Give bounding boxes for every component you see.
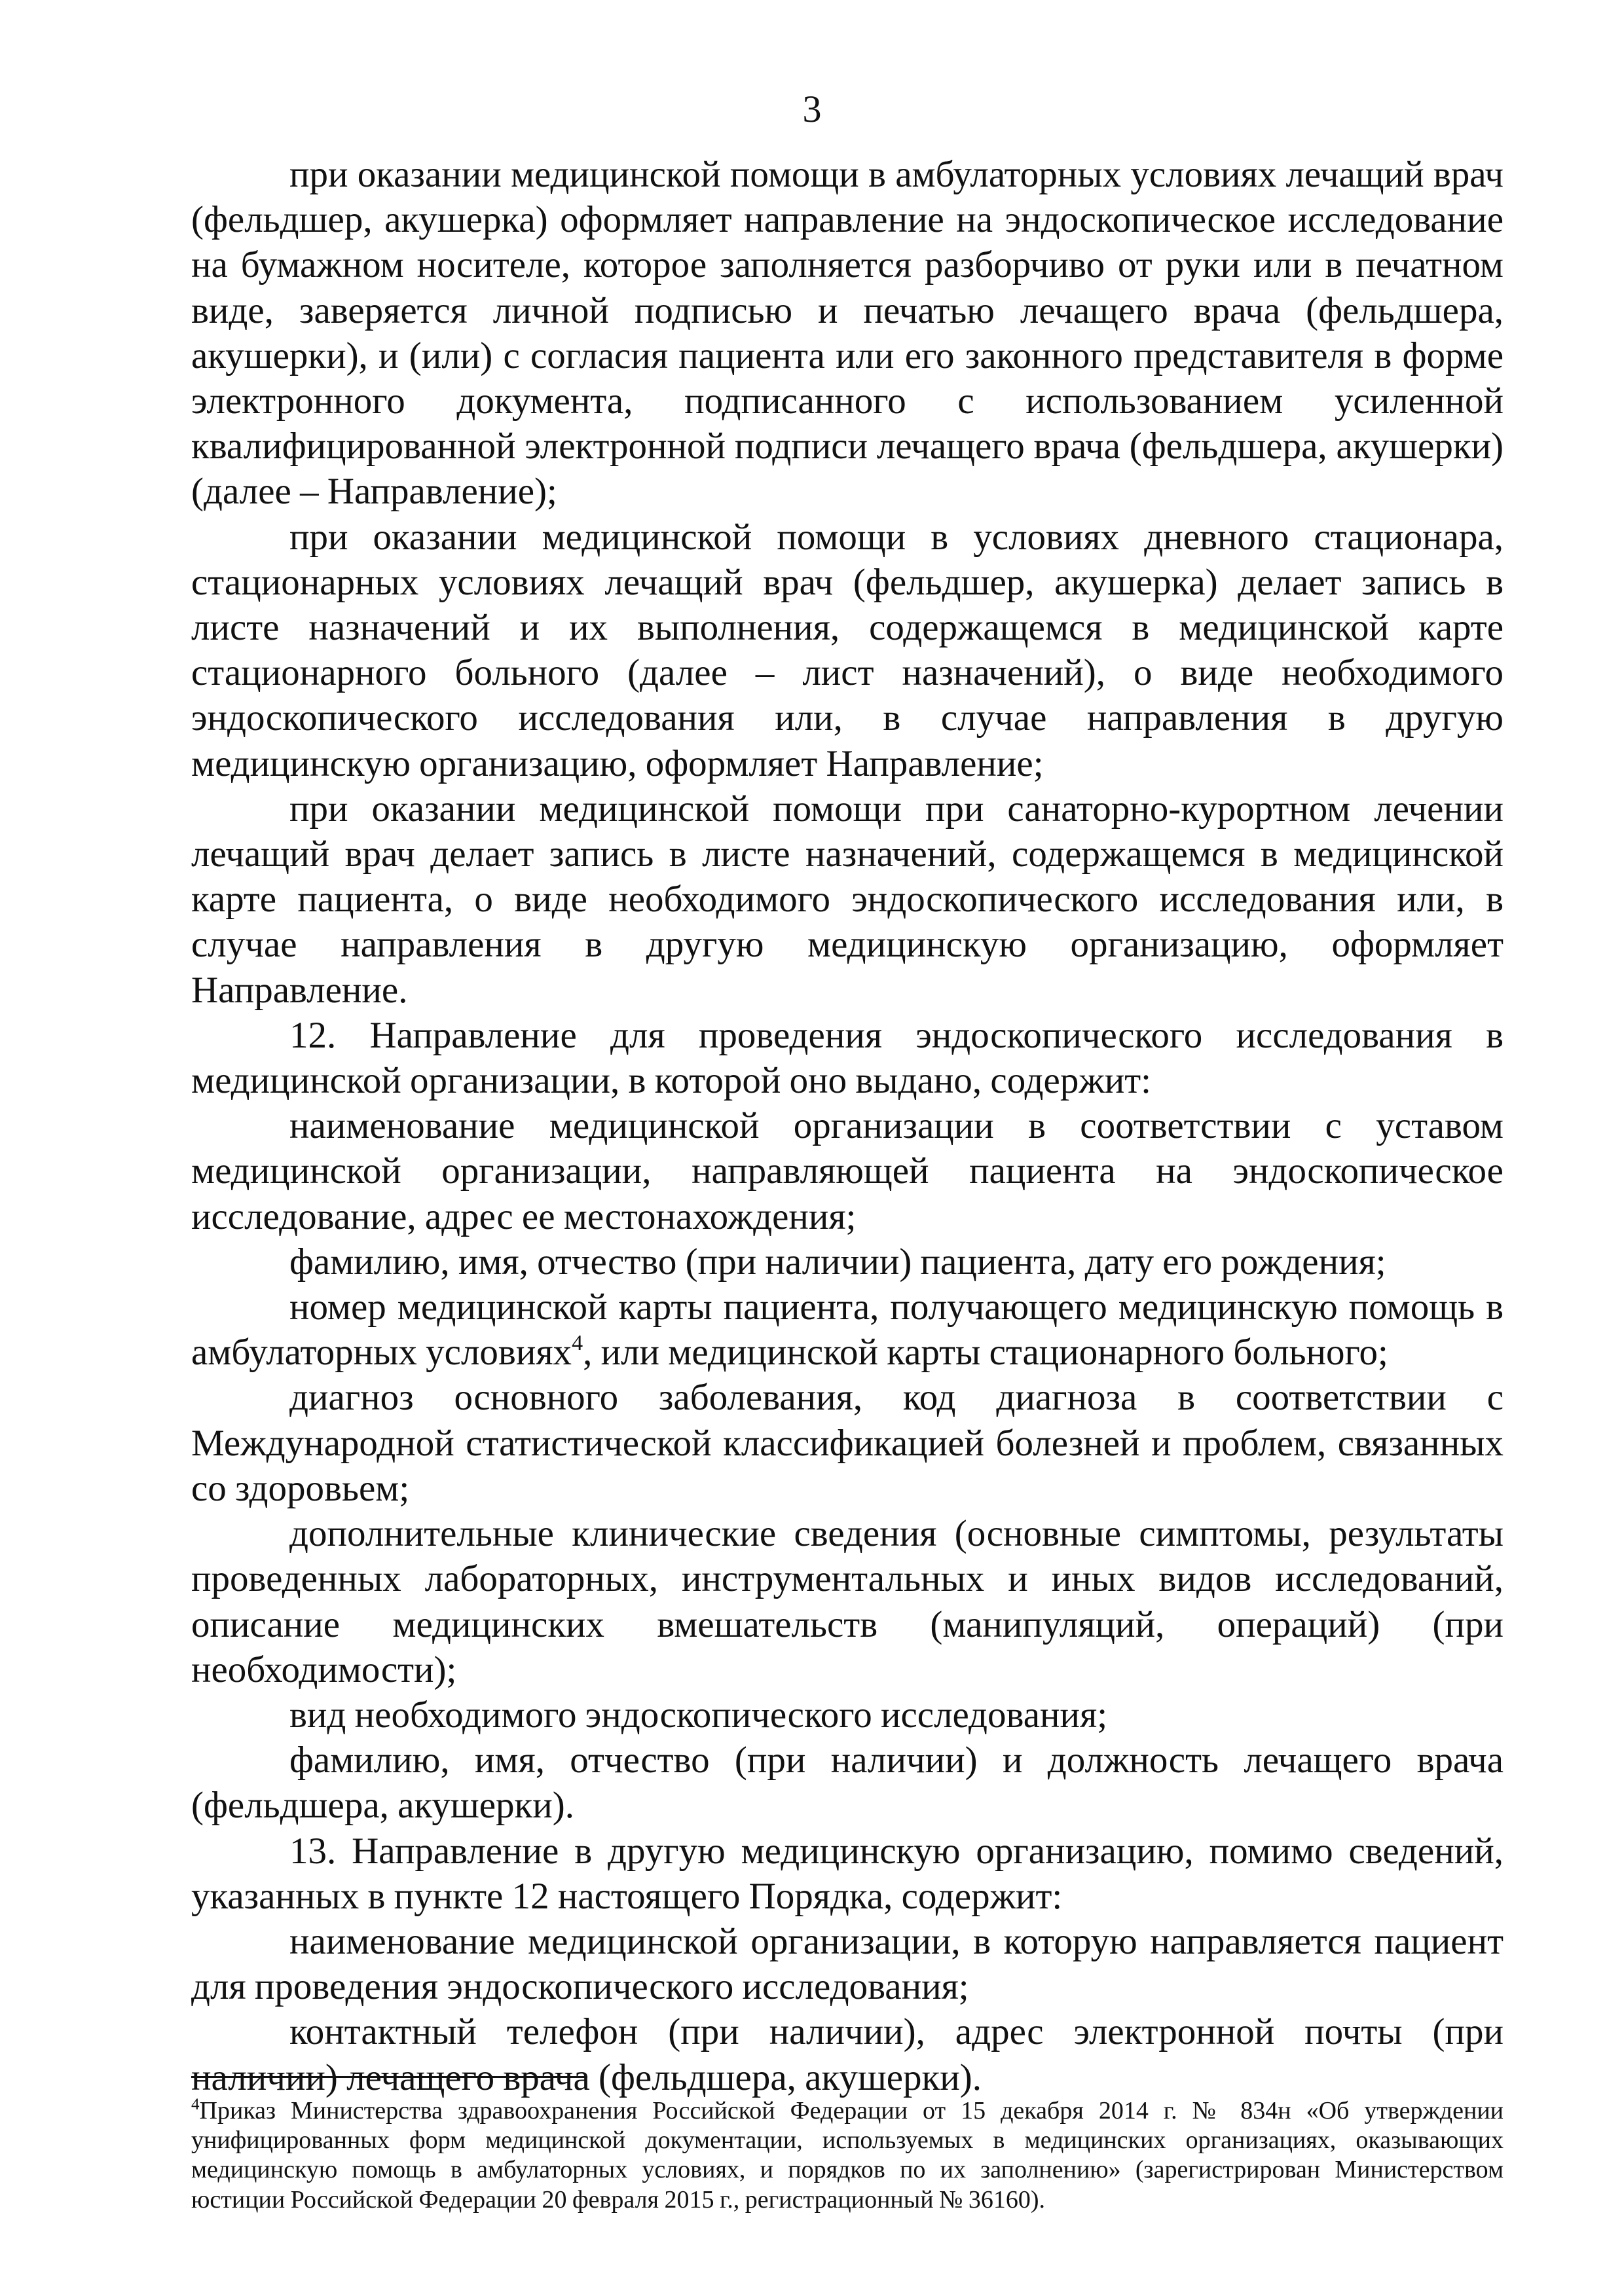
paragraph-medical-card (191, 1285, 1504, 1375)
paragraph-target-organization: наименование медицинской организации, в которую направляется пациент для проведения эндоскопического исследования; (191, 1920, 1504, 2008)
paragraph-patient-name: фамилию, имя, отчество (при наличии) пациента, дату его рождения; (289, 1241, 1386, 1283)
page-number: 3 (802, 88, 822, 130)
paragraph-sanatorium-record: при оказании медицинской помощи при санаторно-курортном лечении лечащий врач делает запись в листе назначений, содержащемся в медицинской карте пациента, о виде необходимого эндоскопического исследования или, в случае направления в другую медицинскую организацию, оформляет Направление. (191, 788, 1504, 1011)
footnote-text: Приказ Министерства здравоохранения Российской Федерации от 15 декабря 2014 г. № 834н «Об утверждении унифицированных форм медицинской документации, используемых в медицинских организациях, оказывающих медицинскую помощь в амбулаторных условиях, и порядков по их заполнению» (зарегистрирован Министерством юстиции Российской Федерации 20 февраля 2015 г., регистрационный № 36160). (191, 2097, 1504, 2214)
paragraph-outpatient-referral: при оказании медицинской помощи в амбулаторных условиях лечащий врач (фельдшер, акушерка) оформляет направление на эндоскопическое исследование на бумажном носителе, которое заполняется разборчиво от руки или в печатном виде, заверяется личной подписью и печатью лечащего врача (фельдшера, акушерки), и (или) с согласия пациента или его законного представителя в форме электронного документа, подписанного с использованием усиленной квалифицированной электронной подписи лечащего врача (фельдшера, акушерки) (далее – Направление); (191, 154, 1504, 513)
body-text (191, 152, 1504, 2100)
footnote-reference: 4 (572, 1331, 583, 1356)
paragraph-organization-name: наименование медицинской организации в соответствии с уставом медицинской организации, направляющей пациента на эндоскопическое исследование, адрес ее местонахождения; (191, 1105, 1504, 1237)
footnote (191, 2096, 1504, 2215)
paragraph-item-13: 13. Направление в другую медицинскую организацию, помимо сведений, указанных в пункте 12 настоящего Порядка, содержит: (191, 1830, 1504, 1917)
paragraph-item-12: 12. Направление для проведения эндоскопического исследования в медицинской организации, в которой оно выдано, содержит: (191, 1014, 1504, 1102)
medical-card-text-before: номер медицинской карты пациента, получающего медицинскую помощь в амбулаторных условиях (191, 1286, 1504, 1374)
footnote-marker: 4 (191, 2096, 200, 2113)
paragraph-inpatient-record: при оказании медицинской помощи в условиях дневного стационара, стационарных условиях лечащий врач (фельдшер, акушерка) делает запись в листе назначений и их выполнения, содержащемся в медицинской карте стационарного больного (далее – лист назначений), о виде необходимого эндоскопического исследования или, в случае направления в другую медицинскую организацию, оформляет Направление; (191, 516, 1504, 784)
paragraph-doctor-name: фамилию, имя, отчество (при наличии) и должность лечащего врача (фельдшера, акушерки). (191, 1740, 1504, 1827)
medical-card-text-after: , или медицинской карты стационарного больного; (583, 1332, 1388, 1374)
footnote-divider (191, 2076, 587, 2078)
paragraph-contact-info: контактный телефон (при наличии), адрес электронной почты (при наличии) лечащего врача (фельдшера, акушерки). (191, 2011, 1504, 2098)
paragraph-clinical-info: дополнительные клинические сведения (основные симптомы, результаты проведенных лабораторных, инструментальных и иных видов исследований, описание медицинских вмешательств (манипуляций, операций) (при необходимости); (191, 1513, 1504, 1690)
paragraph-diagnosis: диагноз основного заболевания, код диагноза в соответствии с Международной статистической классификацией болезней и проблем, связанных со здоровьем; (191, 1377, 1504, 1509)
paragraph-exam-type: вид необходимого эндоскопического исследования; (289, 1694, 1108, 1736)
